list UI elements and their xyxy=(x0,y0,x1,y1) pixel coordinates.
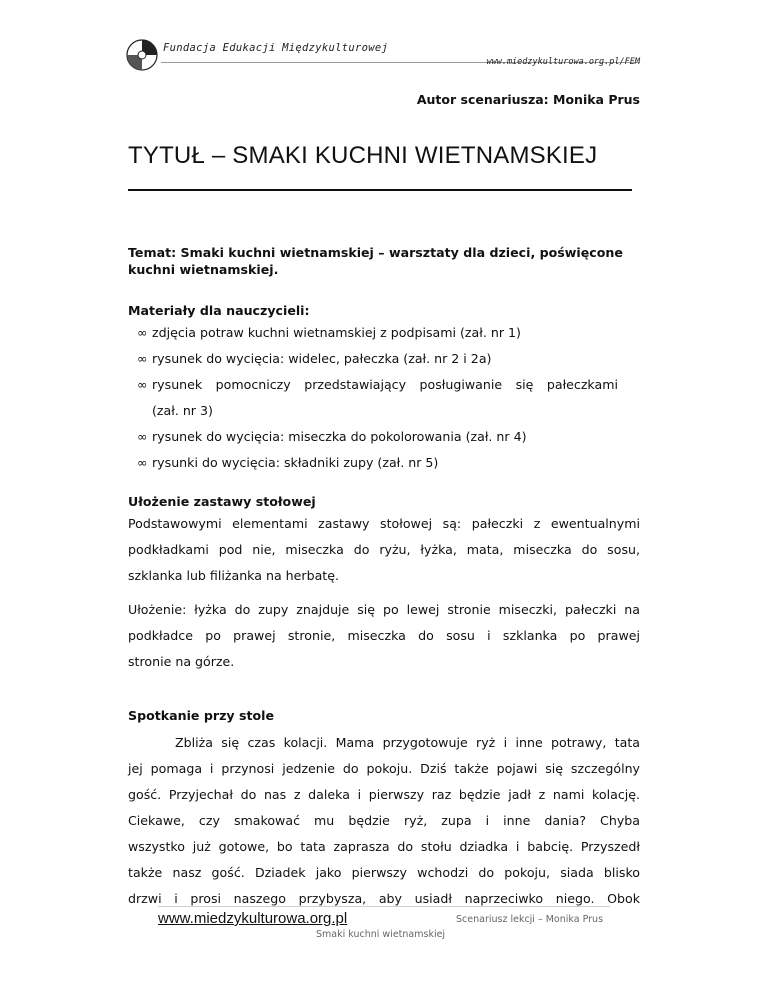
footer-subtitle: Smaki kuchni wietnamskiej xyxy=(316,929,446,940)
setting-paragraph-1: Podstawowymi elementami zastawy stołowej są: pałeczki z ewentualnymi podkładkami pod nie, miseczka do ryżu, łyżka, mata, miseczka do sosu, szklanka lub filiżanka na herbatę. xyxy=(128,516,640,583)
author-line: Autor scenariusza: Monika Prus xyxy=(416,92,640,107)
list-item-continuation: (zał. nr 3) xyxy=(152,403,213,418)
footer-author: Scenariusz lekcji – Monika Prus xyxy=(456,914,604,925)
foundation-logo-icon xyxy=(125,38,159,72)
infinity-bullet-icon: ∞ xyxy=(137,455,148,470)
infinity-bullet-icon: ∞ xyxy=(137,325,148,340)
topic-line-2: kuchni wietnamskiej. xyxy=(128,262,279,277)
meeting-heading: Spotkanie przy stole xyxy=(128,708,275,723)
list-item: ∞ rysunek pomocniczy przedstawiający posługiwanie się pałeczkami xyxy=(128,372,640,398)
list-item: ∞ rysunek do wycięcia: widelec, pałeczka (zał. nr 2 i 2a) xyxy=(128,346,640,372)
infinity-bullet-icon: ∞ xyxy=(137,377,148,392)
infinity-bullet-icon: ∞ xyxy=(137,351,148,366)
materials-list xyxy=(128,320,640,476)
footer-url-link[interactable]: www.miedzykulturowa.org.pl xyxy=(158,910,348,927)
setting-paragraph-2: Ułożenie: łyżka do zupy znajduje się po lewej stronie miseczki, pałeczki na podkładce po prawej stronie, miseczka do sosu i szklanka po prawej stronie na górze. xyxy=(128,602,640,669)
meeting-paragraph: Zbliża się czas kolacji. Mama przygotowuje ryż i inne potrawy, tata jej pomaga i przynosi jedzenie do pokoju. Dziś także pojawi się szczególny gość. Przyjechał do nas z daleka i pierwszy raz będzie jadł z nami kolację. Ciekawe, czy smakować mu będzie ryż, zupa i inne dania? Chyba wszystko już gotowe, bo tata zaprasza do stołu dziadka i babcię. Przyszedł także nasz gość. Dziadek jako pierwszy wchodzi do pokoju, siada blisko drzwi i prosi naszego przybysza, aby usiadł naprzeciwko niego. Obok xyxy=(128,735,640,906)
organization-name: Fundacja Edukacji Międzykulturowej xyxy=(163,42,389,54)
footer-divider xyxy=(158,906,610,907)
list-item: ∞ rysunek do wycięcia: miseczka do pokolorowania (zał. nr 4) xyxy=(128,424,640,450)
topic-line-1: Temat: Smaki kuchni wietnamskiej – warsztaty dla dzieci, poświęcone xyxy=(128,245,623,260)
materials-heading: Materiały dla nauczycieli: xyxy=(128,303,310,318)
setting-heading: Ułożenie zastawy stołowej xyxy=(128,494,316,509)
title-underline xyxy=(128,189,632,191)
header-url: www.miedzykulturowa.org.pl/FEM xyxy=(486,57,640,67)
page-header xyxy=(125,36,640,76)
topic-paragraph xyxy=(128,244,640,278)
page-title: TYTUŁ – SMAKI KUCHNI WIETNAMSKIEJ xyxy=(128,142,598,169)
infinity-bullet-icon: ∞ xyxy=(137,429,148,444)
list-item: ∞ zdjęcia potraw kuchni wietnamskiej z podpisami (zał. nr 1) xyxy=(128,320,640,346)
list-item: ∞ rysunki do wycięcia: składniki zupy (zał. nr 5) xyxy=(128,450,640,476)
